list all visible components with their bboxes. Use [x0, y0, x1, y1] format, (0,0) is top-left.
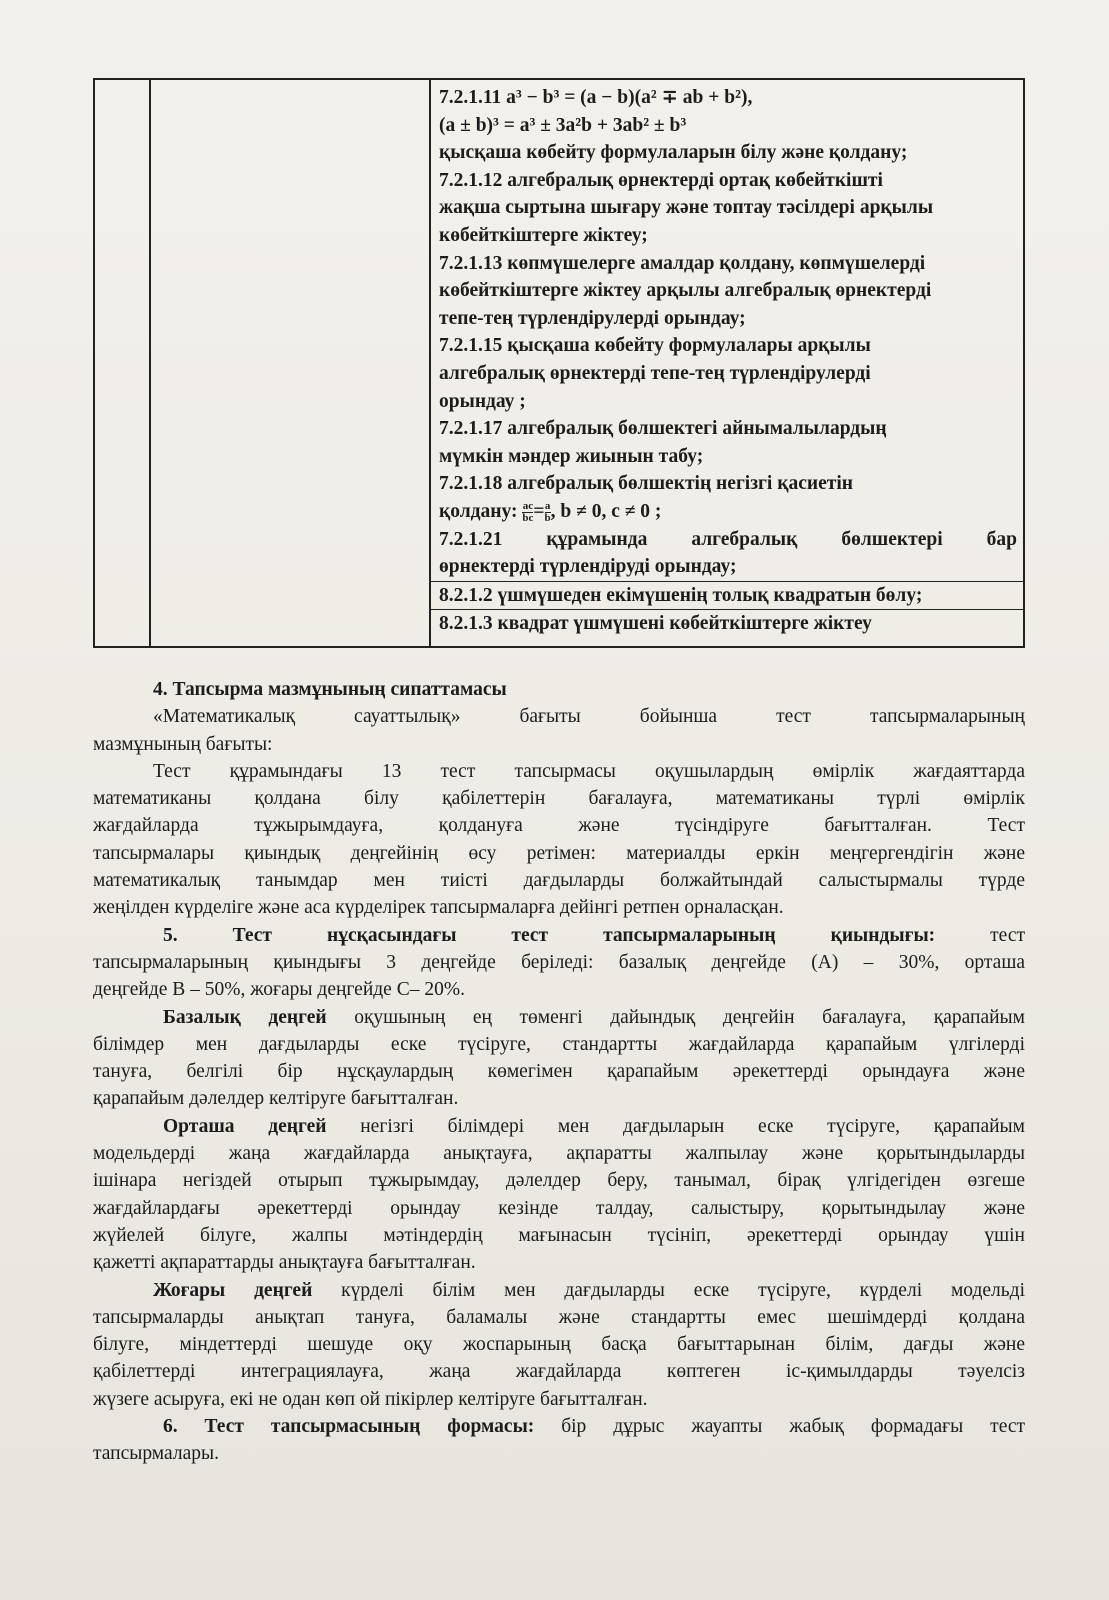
paragraph-line: жүйелей білуге, жалпы мәтіндердің мағынасын түсініп, әрекеттерді орындау үшін — [93, 1224, 1025, 1246]
high-level-paragraph: Жоғары деңгей күрделі білім мен дағдыларды еске түсіруге, күрделі модельді — [153, 1279, 1026, 1301]
fraction-left — [522, 501, 533, 524]
objective-line: 7.2.1.12 алгебралық өрнектерді ортақ көбейткішті — [439, 169, 883, 191]
outcomes-table — [93, 78, 1025, 648]
paragraph-line: жүзеге асыруға, екі не одан көп ой пікірлер келтіруге бағытталған. — [93, 1388, 648, 1410]
fraction-denominator: b — [544, 511, 551, 524]
paragraph-line: Тест құрамындағы 13 тест тапсырмасы оқушылардың өмірлік жағдаяттарда — [153, 760, 1025, 782]
formula-label: қолдану: — [439, 500, 518, 522]
paragraph-line: қабілеттерді интеграциялауға, жаңа жағдайларда көптеген іс-қимылдарды тәуелсіз — [93, 1361, 1025, 1383]
fraction-numerator: a — [544, 499, 551, 512]
paragraph-line: жағдайлардағы әрекеттерді орындау кезінде талдау, салыстыру, қорытындылау және — [93, 1197, 1025, 1219]
objective-line: 7.2.1.17 алгебралық бөлшектегі айнымалылардың — [439, 418, 887, 440]
objective-line: алгебралық өрнектерді тепе-тең түрлендірулерді — [439, 362, 871, 384]
paragraph-line: білімдер мен дағдыларды еске түсіруге, стандартты жағдайларда қарапайым үлгілерді — [93, 1033, 1025, 1055]
paragraph-line: математиканы қолдана білу қабілеттерін бағалауға, математиканы түрлі өмірлік — [93, 788, 1025, 810]
paragraph-line: қажетті ақпараттарды анықтауға бағытталған. — [93, 1252, 476, 1274]
objective-line: 7.2.1.13 көпмүшелерге амалдар қолдану, көпмүшелерді — [439, 252, 926, 274]
section-5-heading: 5. Тест нұсқасындағы тест тапсырмаларының қиындығы: тест — [163, 924, 1025, 946]
paragraph-line: тапсырмаларды анықтап тануға, баламалы және стандартты емес шешімдерді қолдана — [93, 1306, 1025, 1328]
learning-objectives-cell — [439, 84, 1017, 638]
section-4-intro: «Математикалық сауаттылық» бағыты бойынша тест тапсырмаларының — [153, 706, 1025, 728]
fraction-denominator: bc — [522, 511, 534, 524]
document-body — [93, 676, 1025, 1468]
paragraph-line: деңгейде В – 50%, жоғары деңгейде С– 20%. — [93, 979, 465, 1001]
objective-line: 7.2.1.18 алгебралық бөлшектің негізгі қасиетін — [439, 473, 853, 495]
objective-line: 7.2.1.21 құрамында алгебралық бөлшектері бар — [439, 528, 1017, 550]
objective-line: көбейткіштерге жіктеу; — [439, 224, 648, 246]
medium-level-paragraph: Орташа деңгей негізгі білімдері мен дағдыларын еске түсіруге, қарапайым — [163, 1115, 1025, 1137]
objective-line: жақша сыртына шығару және топтау тәсілдері арқылы — [439, 197, 934, 219]
basic-level-paragraph: Базалық деңгей оқушының ең төменгі дайындық деңгейін бағалауға, қарапайым — [163, 1006, 1025, 1028]
paragraph-line: тануға, белгілі бір нұсқаулардың көмегімен қарапайым әрекеттерді орындауға және — [93, 1061, 1025, 1083]
paragraph-line: қарапайым дәлелдер келтіруге бағытталған. — [93, 1088, 459, 1110]
equals-sign: = — [533, 500, 545, 522]
section-4-intro-cont: мазмұнының бағыты: — [93, 733, 273, 755]
paragraph-line: ішінара негіздей отырып тұжырымдау, дәлелдер беру, танымал, бірақ үлгідегіден өзгеше — [93, 1170, 1025, 1192]
objective-line: орындау ; — [439, 390, 526, 412]
paragraph-line: тапсырмаларының қиындығы 3 деңгейде беріледі: базалық деңгейде (А) – 30%, орташа — [93, 951, 1025, 973]
objective-line: 8.2.1.2 үшмүшеден екімүшенің толық квадратын бөлу; — [439, 584, 923, 606]
table-column-divider — [429, 80, 431, 646]
table-column-divider — [149, 80, 151, 646]
paragraph-line: математикалық танымдар мен тиісті дағдыларды болжайтындай салыстырмалы түрде — [93, 870, 1025, 892]
paragraph-line: модельдерді жаңа жағдайларда анықтауға, ақпаратты жалпылау және қорытындыларды — [93, 1143, 1025, 1165]
paragraph-line: жағдайларда тұжырымдауға, қолдануға және түсіндіруге бағытталған. Тест — [93, 815, 1025, 837]
objective-line: көбейткіштерге жіктеу арқылы алгебралық өрнектерді — [439, 280, 932, 302]
section-6-heading: 6. Тест тапсырмасының формасы: бір дұрыс жауапты жабық формадағы тест — [163, 1416, 1026, 1438]
section-4-heading: 4. Тапсырма мазмұнының сипаттамасы — [153, 679, 507, 700]
objective-line: мүмкін мәндер жиынын табу; — [439, 445, 704, 467]
formula-conditions: , b ≠ 0, c ≠ 0 ; — [550, 500, 662, 522]
objective-line: тепе-тең түрлендірулерді орындау; — [439, 307, 746, 329]
paragraph-line: жеңілден күрделіге және аса күрделірек тапсырмаларға дейінгі ретпен орналасқан. — [93, 897, 784, 919]
objective-line: 7.2.1.15 қысқаша көбейту формулалары арқылы — [439, 335, 871, 357]
fraction-numerator: ac — [522, 499, 534, 512]
objective-line: 8.2.1.3 квадрат үшмүшені көбейткіштерге жіктеу — [439, 613, 872, 635]
objective-line: (a ± b)³ = a³ ± 3a²b + 3ab² ± b³ — [439, 114, 687, 136]
objective-line-formula — [439, 498, 1017, 526]
objective-line: 7.2.1.11 a³ − b³ = (a − b)(a² ∓ ab + b²), — [439, 87, 753, 108]
paragraph-line: білуге, міндеттерді шешуде оқу жоспарының басқа бағыттарынан білім, дағды және — [93, 1334, 1025, 1356]
paragraph-line: тапсырмалары. — [93, 1443, 219, 1465]
paragraph-line: тапсырмалары қиындық деңгейінің өсу ретімен: материалды еркін меңгергендігін және — [93, 842, 1025, 864]
objective-line: қысқаша көбейту формулаларын білу және қолдану; — [439, 142, 908, 164]
objective-line: өрнектерді түрлендіруді орындау; — [439, 556, 737, 578]
